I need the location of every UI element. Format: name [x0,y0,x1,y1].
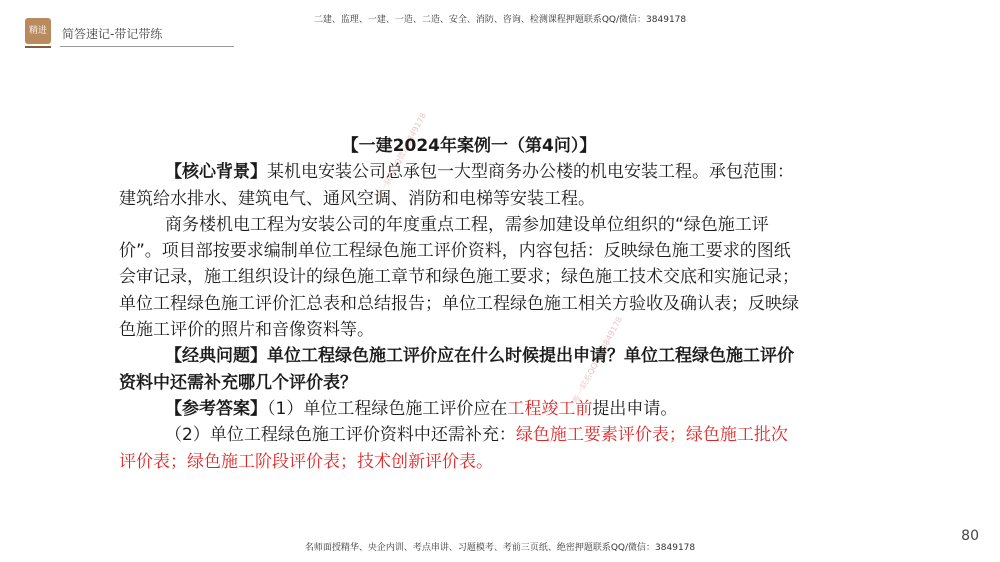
logo-underline [25,46,51,48]
header-divider [60,46,234,47]
background-label: 【核心背景】 [165,162,267,183]
watermark: 唯一联系QQ微信3849178 [374,111,429,201]
background-paragraph [119,159,799,212]
case-content [119,133,799,475]
logo-text: 精进 [28,26,47,36]
answer1-prefix: （1）单位工程绿色施工评价应在 [267,398,508,419]
question-label: 【经典问题】 [165,346,267,367]
top-contact-note: 二建、监理、一建、一造、二造、安全、消防、咨询、检测课程押题联系QQ/微信：3849178 [313,15,687,25]
answer-label: 【参考答案】 [165,398,267,419]
answer1-suffix: 提出申请。 [592,398,678,419]
header-subtitle: 简答速记-带记带练 [62,27,163,41]
watermark: 唯一联系QQ微信3849178 [570,315,625,405]
question-text: 单位工程绿色施工评价应在什么时候提出申请？单位工程绿色施工评价资料中还需补充哪几个评价表？ [119,346,794,393]
page-number: 80 [961,528,979,544]
answer-paragraph-2 [119,422,799,475]
background-text: 某机电安装公司总承包一大型商务办公楼的机电安装工程。承包范围：建筑给水排水、建筑电气、通风空调、消防和电梯等安装工程。 [119,162,794,209]
question-paragraph [119,343,799,396]
answer-paragraph-1 [119,396,799,422]
answer1-highlight: 工程竣工前 [507,398,593,419]
answer2-prefix: （2）单位工程绿色施工评价资料中还需补充： [165,425,516,446]
case-title: 【一建2024年案例一（第4问）】 [341,136,597,156]
answer2-highlight: 绿色施工要素评价表；绿色施工批次评价表；绿色施工阶段评价表；技术创新评价表。 [119,425,788,472]
detail-paragraph: 商务楼机电工程为安装公司的年度重点工程，需参加建设单位组织的“绿色施工评价”。项目部按要求编制单位工程绿色施工评价资料，内容包括：反映绿色施工要求的图纸会审记录，施工组织设计的绿色施工章节和绿色施工要求；绿色施工技术交底和实施记录；单位工程绿色施工评价汇总表和总结报告；单位工程绿色施工相关方验收及确认表；反映绿色施工评价的照片和音像资料等。 [119,214,799,341]
bottom-contact-note: 名师面授精华、央企内训、考点串讲、习题模考、考前三页纸、绝密押题联系QQ/微信：3849178 [304,543,696,553]
